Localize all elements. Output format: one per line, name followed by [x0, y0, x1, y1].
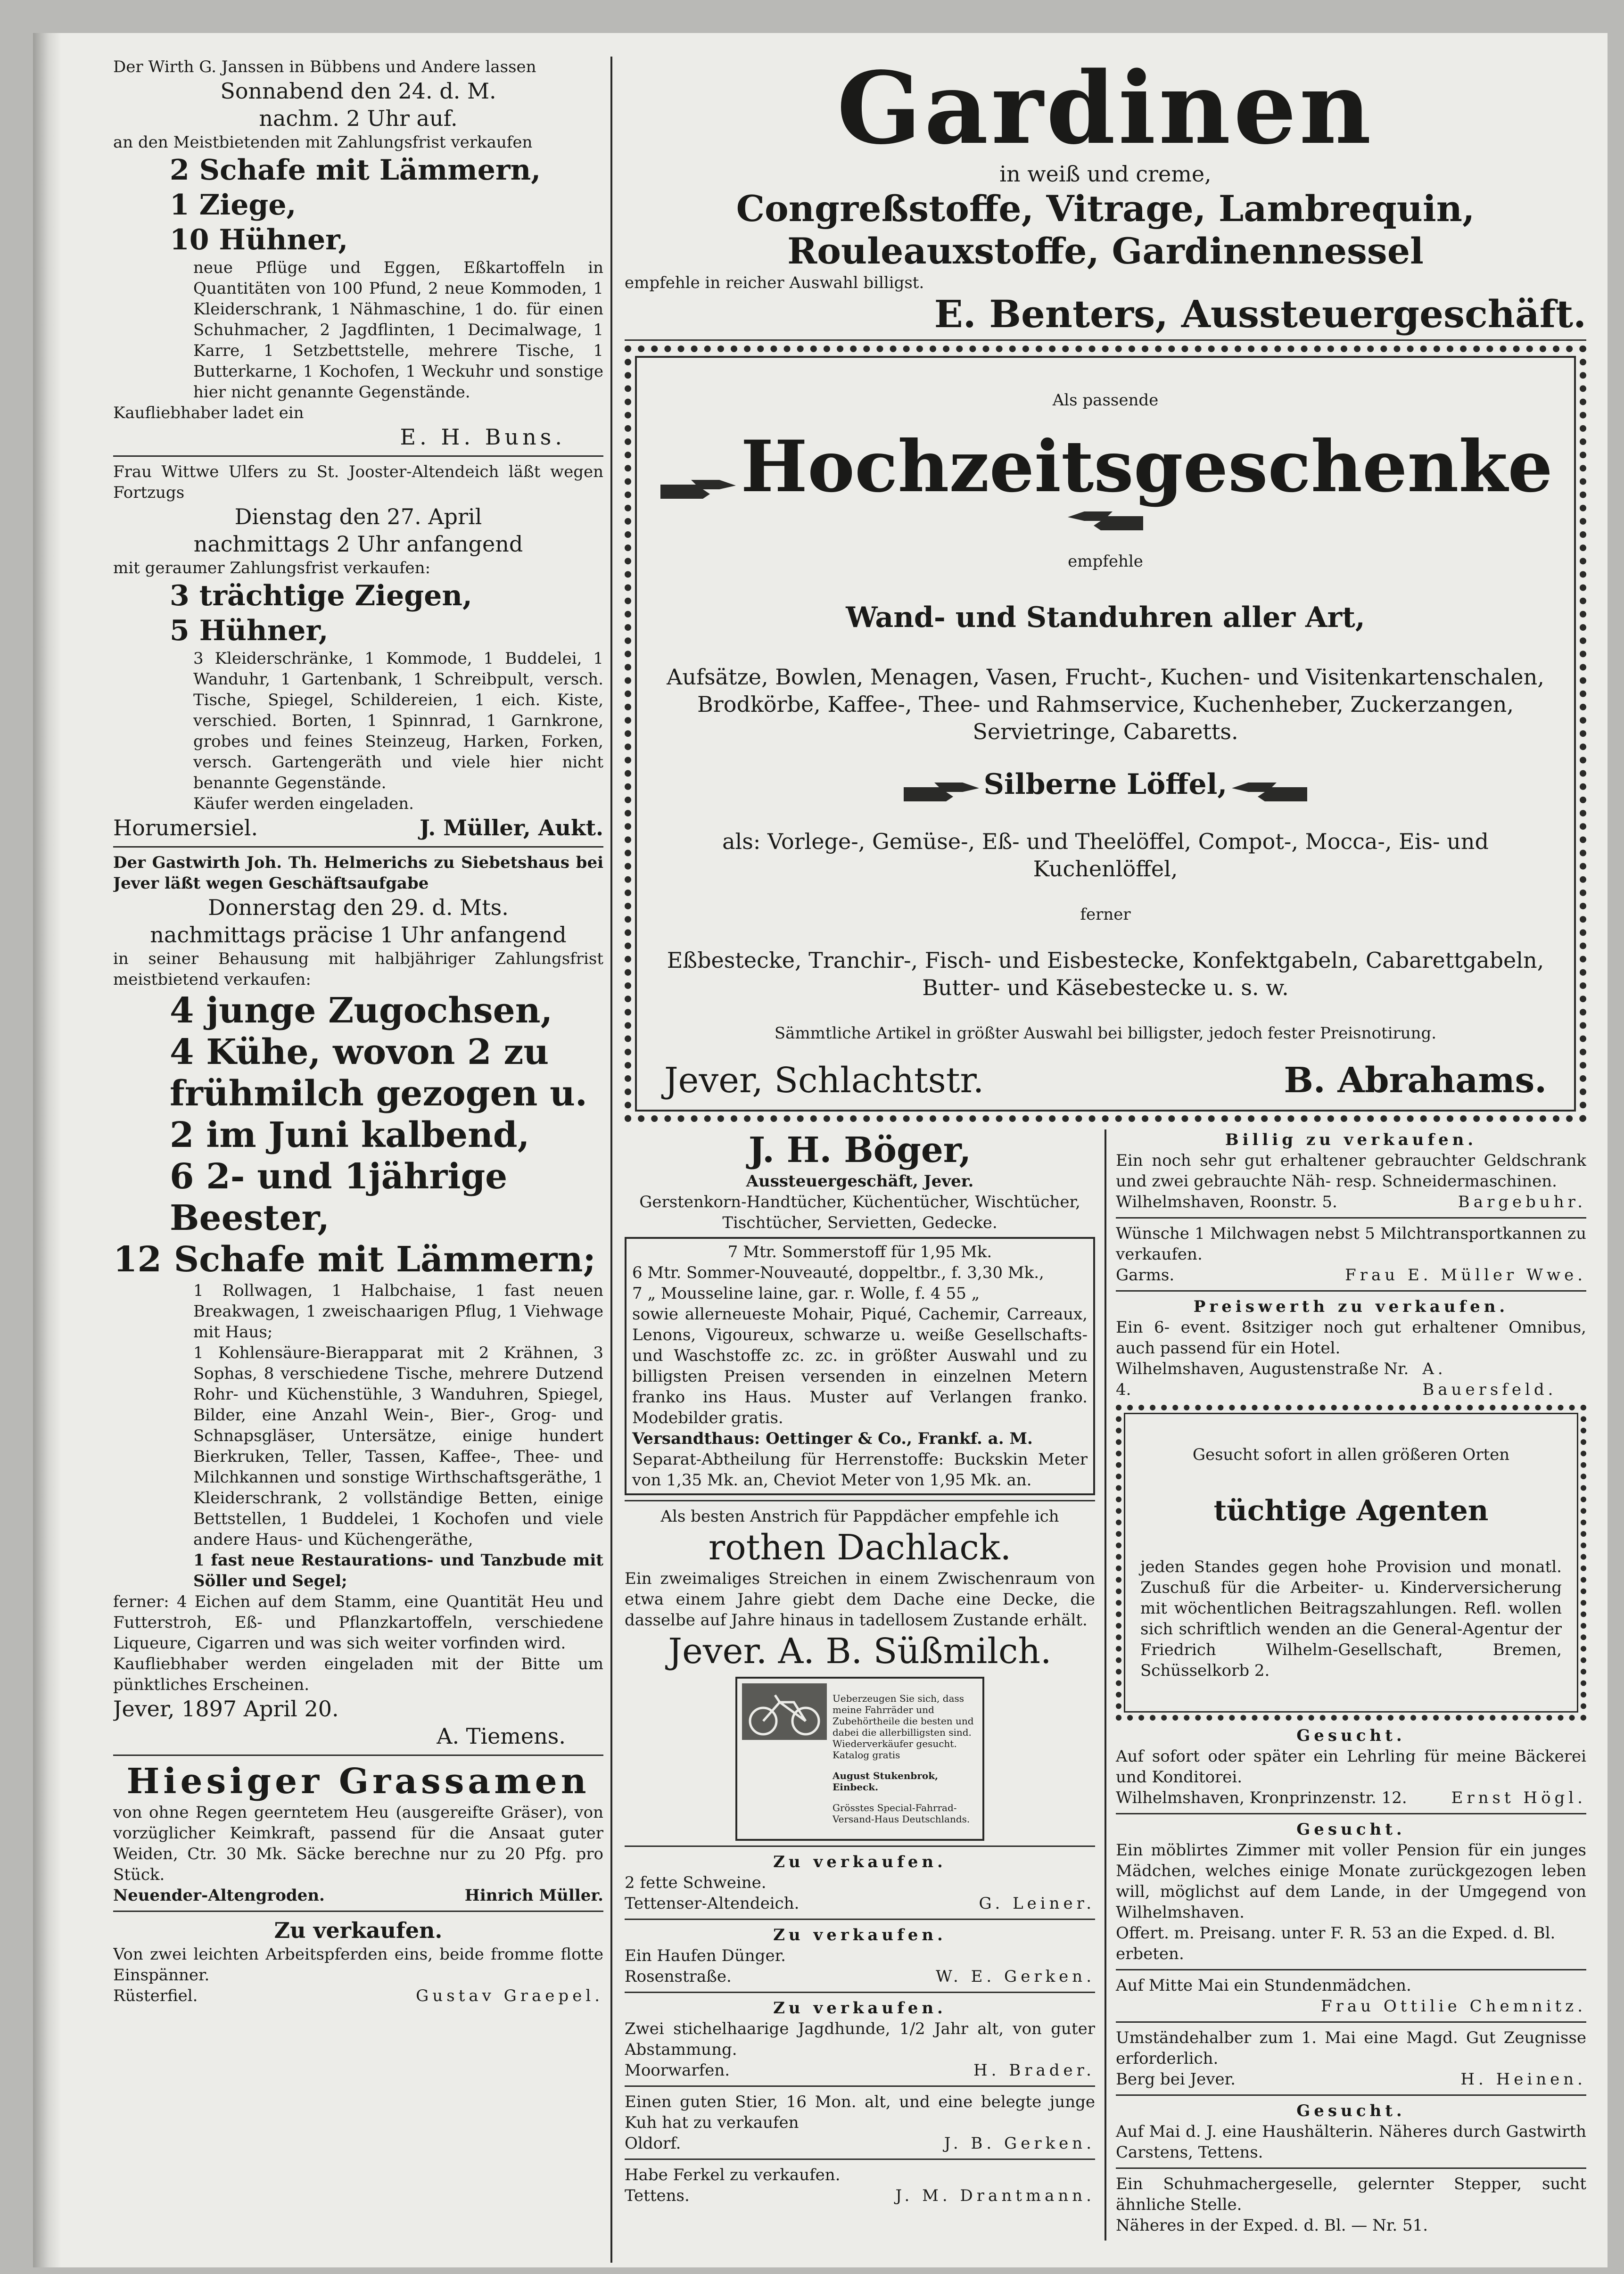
signature-row: [1116, 2215, 1586, 2236]
ad-heading: Zu verkaufen.: [773, 1852, 947, 1871]
divider: [1116, 1290, 1586, 1292]
column-rule: [610, 57, 612, 2263]
ad-text: Aufsätze, Bowlen, Menagen, Vasen, Frucht-, Kuchen- und Visitenkartenschalen, Brodkörbe, Kaffee-, Thee- und Rahmservice, Kuchenheber, Zuckerzangen, Servietringe, Cabaretts.: [667, 664, 1544, 744]
small-ad: [1116, 1975, 1586, 2017]
auction-date: Donnerstag den 29. d. Mts.: [208, 895, 509, 920]
item: 10 Hühner,: [170, 223, 348, 256]
ad-text: jeden Standes gegen hohe Provision und monatl. Zuschuß für die Arbeiter- u. Kinderversicherung mit wöchentlichen Beitragszahlungen. Refl. wollen sich schriftlich wenden an die General-Agentur der Friedrich Wilhelm-Gesellschaft, Bremen, Schüsselkorb 2.: [1140, 1557, 1562, 1680]
signature: J. B. Gerken.: [944, 2134, 1095, 2153]
item-list: neue Pflüge und Eggen, Eßkartoffeln in Quantitäten von 100 Pfund, 2 neue Kommoden, 1 Kleiderschrank, 1 Nähmaschine, 1 do. für einen Schuhmacher, 2 Jagdflinten, 1 Decimalwage, 1 Karre, 1 Setzbettstelle, mehrere Tische, 1 Butterkarne, 1 Kochofen, 1 Weckuhr und sonstige hier nicht genannte Gegenstände.: [193, 258, 603, 402]
ad-intro: Frau Wittwe Ulfers zu St. Jooster-Altendeich läßt wegen Fortzugs: [113, 462, 603, 502]
right-subcolumns: [625, 1129, 1586, 2241]
ad-text: 2 fette Schweine.: [625, 1873, 767, 1892]
price-line: 7 Mtr. Sommerstoff für 1,95 Mk.: [727, 1242, 992, 1261]
place: Garms.: [1116, 1265, 1175, 1285]
ad-text: Eßbestecke, Tranchir-, Fisch- und Eisbestecke, Konfektgabeln, Cabarettgabeln, Butter- und Käsebestecke u. s. w.: [667, 947, 1544, 1000]
bicycle-icon: [742, 1683, 827, 1740]
ad-heading: Zu verkaufen.: [274, 1918, 443, 1943]
ad-text: Ein zweimaliges Streichen in einem Zwischenraum von etwa einem Jahre giebt dem Dache eine Decke, die dasselbe auf Jahre hinaus in tadellosem Zustande erhält.: [625, 1569, 1095, 1630]
item: 6 2- und 1jährige Beester,: [170, 1156, 508, 1238]
divider: [1116, 1969, 1586, 1970]
ad-text: Umständehalber zum 1. Mai eine Magd. Gut Zeugnisse erforderlich.: [1116, 2028, 1586, 2068]
item-list: 3 Kleiderschränke, 1 Kommode, 1 Buddelei, 1 Wanduhr, 1 Gartenbank, 1 Schreibpult, versch. Tische, Spiegel, Schildereien, 1 eich. Kiste, verschied. Borten, 1 Spinnrad, 1 Garnkrone, grobes und feines Steinzeug, Harken, Forken, versch. Gartengeräth und viele hier nicht benannte Gegenstände.: [193, 649, 603, 792]
auction-terms: in seiner Behausung mit halbjähriger Zahlungsfrist meistbietend verkaufen:: [113, 949, 603, 989]
item: 4 Kühe, wovon 2 zu frühmilch gezogen u. 2 im Juni kalbend,: [170, 1032, 587, 1155]
signature: E. Benters, Aussteuergeschäft.: [934, 292, 1586, 336]
signature: G. Leiner.: [979, 1894, 1095, 1913]
ad-text: Ein Schuhmachergeselle, gelernter Stepper, sucht ähnliche Stelle.: [1116, 2174, 1586, 2214]
ad-agenten: [1116, 1405, 1586, 1721]
stamp-name: August Stukenbrok, Einbeck.: [833, 1770, 939, 1793]
signature-row: [625, 1966, 1095, 1987]
place: Wilhelmshaven, Kronprinzenstr. 12.: [1116, 1788, 1407, 1807]
divider: [1116, 1217, 1586, 1219]
item: 4 junge Zugochsen,: [170, 990, 553, 1031]
item-list: 1 Rollwagen, 1 Halbchaise, 1 fast neuen Breakwagen, 1 zweischaarigen Pflug, 1 Viehwage mit Haus;: [193, 1281, 603, 1342]
ad-intro: Der Wirth G. Janssen in Bübbens und Andere lassen: [113, 58, 536, 76]
divider: [625, 2159, 1095, 2160]
signature-row: [1116, 1265, 1586, 1285]
stamp-body: Ueberzeugen Sie sich, dass meine Fahrräder und Zubehörtheile die besten und dabei die allerbilligsten sind. Wiederverkäufer gesucht. Katalog gratis: [833, 1692, 974, 1761]
place: Neuender-Altengroden.: [113, 1886, 325, 1905]
ad-text: Auf sofort oder später ein Lehrling für meine Bäckerei und Konditorei.: [1116, 1747, 1586, 1787]
signature-row: [1116, 1923, 1586, 1964]
signature: A. Bauersfeld.: [1422, 1359, 1557, 1399]
silver-row: [655, 767, 1556, 806]
ad-boeger: [625, 1129, 1095, 1495]
small-ads-right-2: [1116, 1725, 1586, 2236]
signature: J. M. Drantmann.: [895, 2186, 1095, 2205]
place: Rüsterfiel.: [113, 1986, 198, 2005]
item: 1 Ziege,: [170, 189, 297, 222]
ad-title: Hiesiger Grassamen: [126, 1761, 590, 1802]
auction-time: nachmittags 2 Uhr anfangend: [193, 531, 523, 557]
ad-heading: Zu verkaufen.: [773, 1925, 947, 1944]
ad-janssen: [113, 57, 603, 451]
item: 5 Hühner,: [170, 614, 329, 647]
ad-text: Einen guten Stier, 16 Mon. alt, und eine belegte junge Kuh hat zu verkaufen: [625, 2092, 1095, 2132]
place: Moorwarfen.: [625, 2060, 730, 2080]
signature-row: [625, 1893, 1095, 1914]
price-vendor: Versandthaus: Oettinger & Co., Frankf. a. M.: [632, 1429, 1033, 1448]
stamp-text: [833, 1683, 978, 1834]
ad-abrahams-frame: [625, 346, 1586, 1122]
small-ads-right: [1116, 1129, 1586, 1400]
ad-text: Ein 6- event. 8sitziger noch gut erhaltener Omnibus, auch passend für ein Hotel.: [1116, 1318, 1586, 1358]
small-ad: [1116, 1725, 1586, 1808]
signature-row: [625, 2133, 1095, 2154]
ad-grassamen: [113, 1761, 603, 1906]
place: Rosenstraße.: [625, 1967, 732, 1986]
divider: [625, 1992, 1095, 1993]
pointing-hand-icon: [1065, 507, 1146, 535]
small-ad: [1116, 1296, 1586, 1400]
ad-title: Gardinen: [837, 57, 1374, 166]
place: Wilhelmshaven, Augustenstraße Nr. 4.: [1116, 1359, 1409, 1399]
signature-row: [1116, 1996, 1586, 2017]
signature: H. Heinen.: [1460, 2069, 1586, 2089]
ad-text: Ein möblirtes Zimmer mit voller Pension für ein junges Mädchen, welches einige Monate zurückgezogen leben will, möglichst auf dem Lande, in der Umgegend von Wilhelmshaven.: [1116, 1840, 1586, 1922]
small-ad: [1116, 1223, 1586, 1285]
signature-row: [113, 814, 603, 841]
place: Horumersiel.: [113, 815, 258, 840]
divider: [113, 1755, 603, 1756]
right-column: [625, 57, 1586, 2241]
title-row: [655, 427, 1556, 535]
signature: Frau E. Müller Wwe.: [1345, 1265, 1586, 1285]
place: Tettens.: [625, 2186, 690, 2205]
divider: [113, 846, 603, 848]
ad-heading: Gesucht.: [1296, 2101, 1406, 2120]
ad-title: rothen Dachlack.: [708, 1527, 1012, 1568]
signature: J. Müller, Aukt.: [420, 815, 603, 840]
signature-row: [1116, 2069, 1586, 2090]
ad-heading: Zu verkaufen.: [773, 1998, 947, 2018]
ad-gardinen: [625, 57, 1586, 335]
ad-text: Ein noch sehr gut erhaltener gebrauchter Geldschrank und zwei gebrauchte Näh- resp. Schneidermaschinen.: [1116, 1151, 1586, 1191]
ad-silver: Silberne Löffel,: [983, 768, 1228, 801]
divider: [113, 455, 603, 457]
ad-text: von ohne Regen geerntetem Heu (ausgereifte Gräser), von vorzüglicher Keimkraft, passend für die Ansaat guter Weiden, Ctr. 30 Mk. Säcke berechne nur zu 20 Pfg. pro Stück.: [113, 1803, 603, 1884]
ad-helmerichs: [113, 852, 603, 1750]
stamp-sub: Grösstes Special-Fahrrad-Versand-Haus Deutschlands.: [833, 1802, 970, 1825]
ad-text: als: Vorlege-, Gemüse-, Eß- und Theelöffel, Compot-, Mocca-, Eis- und Kuchenlöffel,: [722, 828, 1489, 882]
auction-date: Sonnabend den 24. d. M.: [220, 78, 496, 104]
ad-text: Zwei stichelhaarige Jagdhunde, 1/2 Jahr alt, von guter Abstammung.: [625, 2019, 1095, 2059]
ad-intro: Der Gastwirth Joh. Th. Helmerichs zu Siebetshaus bei Jever läßt wegen Geschäftsaufgabe: [113, 853, 603, 893]
place: Wilhelmshaven, Roonstr. 5.: [1116, 1192, 1337, 1211]
ad-suessmilch: [625, 1506, 1095, 1672]
ad-heading: Billig zu verkaufen.: [1225, 1130, 1477, 1149]
signature-row: [113, 1885, 603, 1906]
divider: [625, 339, 1586, 341]
divider: [625, 1500, 1095, 1501]
ad-text: Von zwei leichten Arbeitspferden eins, beide fromme flotte Einspänner.: [113, 1945, 603, 1985]
place: Tettenser-Altendeich.: [625, 1894, 800, 1913]
ad-heading: Preiswerth zu verkaufen.: [1193, 1297, 1509, 1316]
ad-title: J. H. Böger,: [748, 1129, 972, 1170]
small-ad: [1116, 1819, 1586, 1964]
small-ad: [1116, 2174, 1586, 2236]
ad-title: tüchtige Agenten: [1213, 1494, 1489, 1527]
price-box: [625, 1237, 1095, 1495]
item: 3 trächtige Ziegen,: [170, 579, 472, 612]
signature: Frau Ottilie Chemnitz.: [1321, 1996, 1586, 2016]
item: 2 Schafe mit Lämmern,: [170, 154, 541, 187]
divider: [1116, 1813, 1586, 1814]
auction-time: nachmittags präcise 1 Uhr anfangend: [150, 922, 567, 948]
auction-date: Dienstag den 27. April: [234, 504, 482, 529]
ad-empfehle: empfehle: [1068, 552, 1143, 571]
place: Jever, Schlachtstr.: [664, 1060, 984, 1101]
divider: [1116, 2094, 1586, 2096]
ad-heading: Gesucht.: [1296, 1820, 1406, 1839]
divider: [625, 1846, 1095, 1847]
price-text: sowie allerneueste Mohair, Piqué, Cachemir, Carreaux, Lenons, Vigoureux, schwarze u. weiße Gesellschafts- und Waschstoffe zc. zc. in größter Auswahl und zu billigsten Preisen versenden in einzelnen Metern franko ins Haus. Muster auf Verlangen franko. Modebilder gratis.: [632, 1304, 1088, 1427]
place: Offert. m. Preisang. unter F. R. 53 an die Exped. d. Bl. erbeten.: [1116, 1923, 1556, 1963]
small-ad: [625, 2092, 1095, 2154]
date-line: Jever, 1897 April 20.: [113, 1696, 339, 1722]
signature-row: [625, 2185, 1095, 2206]
subcolumn-left: [625, 1129, 1106, 2241]
signature: B. Abrahams.: [1284, 1060, 1547, 1101]
newspaper-page: [33, 33, 1608, 2267]
small-ads-left: [625, 1852, 1095, 2206]
signature: Gustav Graepel.: [416, 1986, 603, 2005]
signature: Ernst Högl.: [1451, 1788, 1586, 1807]
price-line: 7 „ Mousseline laine, gar. r. Wolle, f. 4 55 „: [632, 1284, 980, 1303]
item-list: 1 Kohlensäure-Bierapparat mit 2 Krähnen, 3 Sophas, 8 verschiedene Tische, mehrere Dutzend Rohr- und Küchenstühle, 3 Wanduhren, Spiegel, Bilder, eine Anzahl Wein-, Bier-, Grog- und Schnapsgläser, Untersätze, einige hundert Bierkruken, Teller, Tassen, Kaffee-, Thee- und Milchkannen und sonstige Wirthschaftsgeräthe, 1 Kleiderschrank, 2 vollständige Betten, einige Bettstellen, 1 Buddelei, 1 Kochofen und viele andere Haus- und Küchengeräthe,: [193, 1343, 603, 1549]
small-ad: [1116, 2101, 1586, 2163]
divider: [625, 1919, 1095, 1920]
subcolumn-right: [1106, 1129, 1586, 2241]
price-line: 6 Mtr. Sommer-Nouveauté, doppeltbr., f. 3,30 Mk.,: [632, 1263, 1044, 1282]
item: 12 Schafe mit Lämmern;: [113, 1239, 596, 1280]
signature: A. Tiemens.: [437, 1723, 566, 1749]
auction-time: nachm. 2 Uhr auf.: [259, 106, 458, 131]
page-gutter-shadow: [33, 33, 61, 2267]
divider: [113, 1911, 603, 1912]
ad-title: Hochzeitsgeschenke: [741, 425, 1553, 508]
signature-row: [113, 1986, 603, 2006]
ad-subtitle: Aussteuergeschäft, Jever.: [746, 1171, 974, 1191]
ad-bold-text: Congreßstoffe, Vitrage, Lambrequin, Rouleauxstoffe, Gardinennessel: [736, 188, 1475, 272]
signature-row: [1116, 1192, 1586, 1212]
divider: [1116, 2021, 1586, 2023]
ad-ferner: ferner: [1080, 905, 1131, 924]
ad-graepel: [113, 1917, 603, 2006]
signature-row: [625, 2060, 1095, 2081]
ad-intro: Als besten Anstrich für Pappdächer empfehle ich: [660, 1507, 1059, 1526]
small-ad: [625, 1852, 1095, 1914]
pointing-hand-icon: [901, 778, 981, 806]
signature: Jever. A. B. Süßmilch.: [668, 1631, 1052, 1672]
divider: [1116, 2167, 1586, 2169]
ad-heading: Gesucht.: [1296, 1726, 1406, 1745]
item-ferner: ferner: 4 Eichen auf dem Stamm, eine Quantität Heu und Futterstroh, Eß- und Pflanzkartoffeln, verschiedene Liqueure, Cigarren und was sich weiter vorfinden wird.: [113, 1592, 603, 1653]
signature: Hinrich Müller.: [464, 1886, 603, 1905]
small-ad: [1116, 1129, 1586, 1212]
place: Oldorf.: [625, 2134, 681, 2153]
ad-ulfers: [113, 461, 603, 841]
ad-stukenbrok: [735, 1677, 984, 1841]
ad-note: Sämmtliche Artikel in größter Auswahl bei billigster, jedoch fester Preisnotirung.: [774, 1023, 1437, 1043]
signature: E. H. Buns.: [400, 424, 566, 450]
signature: Bargebuhr.: [1458, 1192, 1586, 1211]
ad-text: Ein Haufen Dünger.: [625, 1946, 786, 1965]
ad-text: Auf Mai d. J. eine Haushälterin. Näheres durch Gastwirth Carstens, Tettens.: [1116, 2122, 1586, 2162]
signature: H. Brader.: [973, 2060, 1095, 2080]
price-text: Separat-Abtheilung für Herrenstoffe: Buckskin Meter von 1,35 Mk. an, Cheviot Meter von 1,95 Mk. an.: [632, 1450, 1088, 1490]
signature-row: [1116, 1788, 1586, 1808]
signature: W. E. Gerken.: [935, 1967, 1095, 1986]
signature-row: [1116, 1359, 1586, 1400]
ad-bold-text: Wand- und Standuhren aller Art,: [846, 601, 1365, 634]
place: Berg bei Jever.: [1116, 2069, 1236, 2089]
ad-intro: Als passende: [1052, 391, 1159, 410]
signature-row: [655, 1060, 1556, 1101]
item-bold: 1 fast neue Restaurations- und Tanzbude mit Söller und Segel;: [193, 1551, 603, 1590]
place: Näheres in der Exped. d. Bl. — Nr. 51.: [1116, 2216, 1428, 2235]
ad-text: Auf Mitte Mai ein Stundenmädchen.: [1116, 1976, 1411, 1995]
auction-terms: mit geraumer Zahlungsfrist verkaufen:: [113, 559, 431, 577]
small-ad: [1116, 2027, 1586, 2090]
ad-text: Wünsche 1 Milchwagen nebst 5 Milchtransportkannen zu verkaufen.: [1116, 1224, 1586, 1264]
left-column: [113, 57, 603, 2011]
ad-subtitle: in weiß und creme,: [999, 161, 1212, 187]
invite: Kaufliebhaber ladet ein: [113, 404, 304, 422]
pointing-hand-icon: [658, 475, 738, 503]
invite: Kaufliebhaber werden eingeladen mit der Bitte um pünktliches Erscheinen.: [113, 1655, 603, 1694]
divider: [625, 2085, 1095, 2087]
ad-text: Habe Ferkel zu verkaufen.: [625, 2165, 841, 2184]
small-ad: [625, 1925, 1095, 1987]
ad-text: Gerstenkorn-Handtücher, Küchentücher, Wischtücher, Tischtücher, Servietten, Gedecke.: [639, 1192, 1080, 1232]
ad-intro: Gesucht sofort in allen größeren Orten: [1192, 1445, 1510, 1464]
auction-terms: an den Meistbietenden mit Zahlungsfrist verkaufen: [113, 133, 533, 152]
invite: Käufer werden eingeladen.: [193, 794, 414, 813]
pointing-hand-icon: [1229, 778, 1310, 806]
ad-text: empfehle in reicher Auswahl billigst.: [625, 273, 924, 292]
small-ad: [625, 2165, 1095, 2206]
small-ad: [625, 1998, 1095, 2081]
